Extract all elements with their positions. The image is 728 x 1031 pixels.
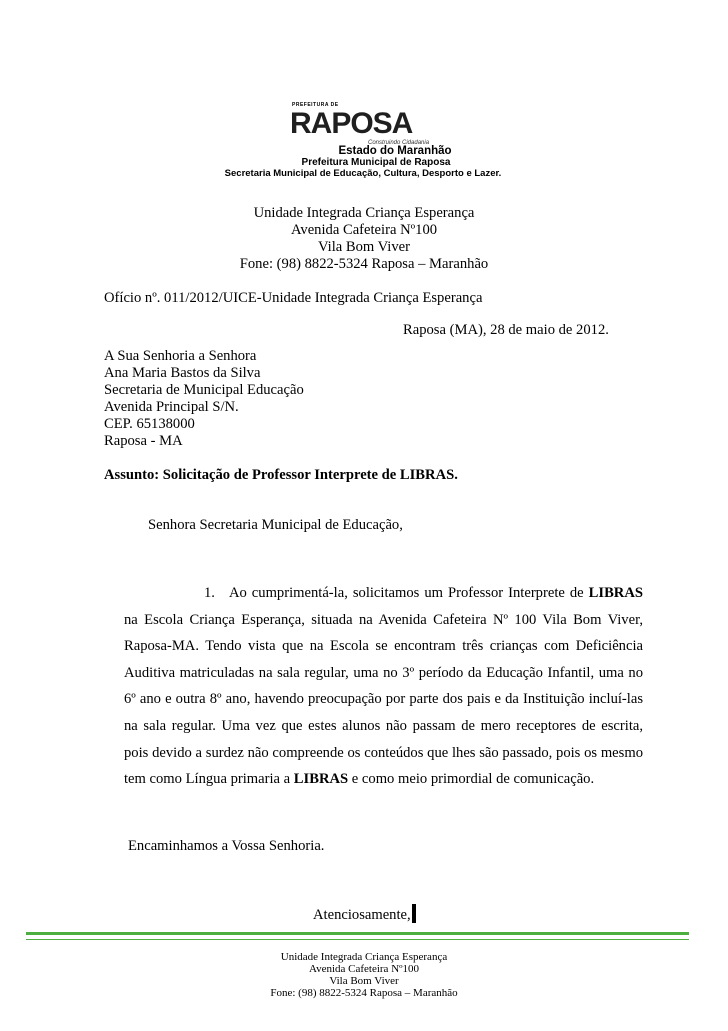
paragraph-text: Ao cumprimentá-la, solicitamos um Professor Interprete de bbox=[228, 585, 589, 601]
recipient-line: Ana Maria Bastos da Silva bbox=[104, 365, 261, 381]
closing-line: Encaminhamos a Vossa Senhoria. bbox=[128, 838, 325, 854]
letterhead-prefeitura: Prefeitura Municipal de Raposa bbox=[301, 157, 451, 168]
recipient-line: CEP. 65138000 bbox=[104, 416, 195, 432]
paragraph-number: 1. bbox=[204, 585, 215, 601]
office-reference: Ofício nº. 011/2012/UICE-Unidade Integrada Criança Esperança bbox=[104, 290, 483, 306]
raposa-letterhead-logo bbox=[180, 95, 550, 190]
body-paragraph bbox=[124, 580, 643, 793]
footer-address bbox=[0, 951, 728, 999]
footer-phone: Fone: (98) 8822-5324 Raposa – Maranhão bbox=[270, 987, 458, 999]
libras-emphasis: LIBRAS bbox=[588, 585, 643, 601]
footer-district: Vila Bom Viver bbox=[329, 975, 399, 987]
paragraph-text: na Escola Criança Esperança, situada na Avenida Cafeteira Nº 100 Vila Bom Viver, Raposa-MA. Tendo vista que na Escola se encontram três crianças com Deficiência Auditiva matriculadas na sala regular, uma no 3º período da Educação Infantil, uma no 6º ano e outra 8º ano, havendo preocupação por parte dos pais e da Instituição incluí-las na sala regular. Uma vez que estes alunos não passam de mero receptores de escrita, pois devido a surdez não compreende os conteúdos que lhes são passado, pois os mesmo tem como Língua primaria a bbox=[124, 611, 643, 788]
letterhead-state: Estado do Maranhão bbox=[338, 145, 452, 157]
letterhead-secretaria: Secretaria Municipal de Educação, Cultura, Desporto e Lazer. bbox=[224, 168, 502, 179]
header-unit: Unidade Integrada Criança Esperança bbox=[253, 205, 475, 221]
recipient-line: A Sua Senhoria a Senhora bbox=[104, 348, 257, 364]
subject-line: Assunto: Solicitação de Professor Interprete de LIBRAS. bbox=[104, 467, 458, 483]
header-address bbox=[0, 205, 728, 273]
letter-date: Raposa (MA), 28 de maio de 2012. bbox=[403, 322, 609, 338]
logo-slogan: Construindo Cidadania bbox=[368, 140, 430, 146]
signoff bbox=[313, 904, 416, 924]
footer-street: Avenida Cafeteira Nº100 bbox=[308, 963, 420, 975]
header-phone: Fone: (98) 8822-5324 Raposa – Maranhão bbox=[239, 256, 489, 272]
logo-raposa-word: RAPOSA bbox=[290, 107, 413, 140]
footer-rule-top bbox=[26, 932, 689, 935]
recipient-line: Avenida Principal S/N. bbox=[104, 399, 239, 415]
text-cursor-mark bbox=[412, 904, 416, 923]
libras-emphasis: LIBRAS bbox=[293, 771, 349, 788]
recipient-line: Secretaria de Municipal Educação bbox=[104, 382, 304, 398]
paragraph-text: e como meio primordial de comunicação. bbox=[348, 771, 595, 788]
salutation: Senhora Secretaria Municipal de Educação, bbox=[148, 517, 403, 533]
recipient-line: Raposa - MA bbox=[104, 433, 183, 449]
footer-unit: Unidade Integrada Criança Esperança bbox=[280, 951, 448, 963]
logo-prefeitura-small: PREFEITURA DE bbox=[292, 102, 339, 108]
header-district: Vila Bom Viver bbox=[317, 239, 410, 255]
footer-rule-bottom bbox=[26, 939, 689, 940]
header-street: Avenida Cafeteira Nº100 bbox=[290, 222, 438, 238]
signoff-text: Atenciosamente, bbox=[313, 907, 411, 923]
recipient-block bbox=[104, 348, 304, 450]
